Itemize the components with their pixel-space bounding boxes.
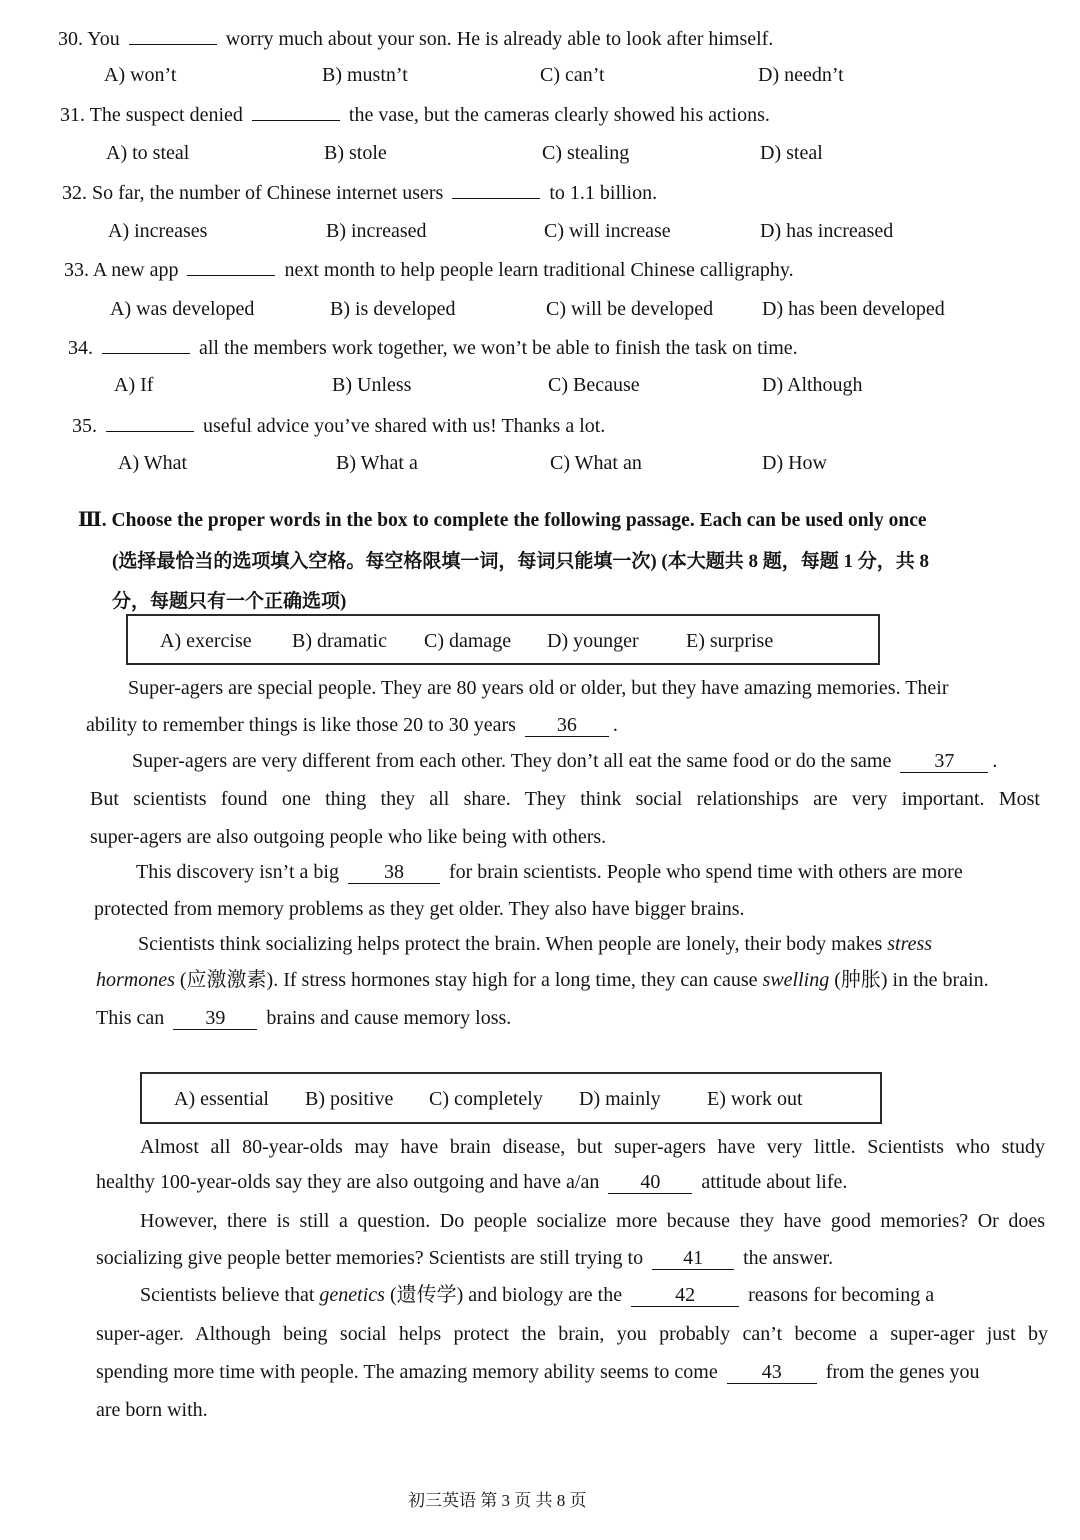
passage-text: However, there is still a question. Do people socialize more because they have good memories? Or does (140, 1210, 1045, 1232)
question-number: 35. (72, 415, 97, 437)
passage-text: ability to remember things is like those 20 to 30 years (86, 714, 516, 736)
word-option[interactable]: A) essential (174, 1088, 269, 1110)
question-number: 31. (60, 104, 85, 126)
option-b[interactable]: B) mustn’t (322, 64, 408, 86)
word-option[interactable]: D) mainly (579, 1088, 661, 1110)
question-31 (60, 102, 770, 127)
option-b[interactable]: B) What a (336, 452, 418, 474)
passage-text: Scientists think socializing helps protect the brain. When people are lonely, their body makes (138, 933, 883, 955)
question-text: next month to help people learn traditional Chinese calligraphy. (284, 259, 794, 281)
word-option[interactable]: B) dramatic (292, 630, 387, 652)
answer-blank[interactable] (252, 102, 340, 121)
passage-line (96, 1360, 980, 1384)
question-text: all the members work together, we won’t be able to finish the task on time. (199, 337, 798, 359)
word-option[interactable]: A) exercise (160, 630, 252, 652)
passage-line (136, 860, 963, 884)
passage-line (96, 1246, 833, 1270)
question-34 (68, 335, 798, 360)
option-b[interactable]: B) Unless (332, 374, 412, 396)
word-box-1 (126, 614, 880, 665)
option-d[interactable]: D) needn’t (758, 64, 844, 86)
answer-blank-40[interactable]: 40 (608, 1171, 692, 1194)
page-footer: 初三英语 第 3 页 共 8 页 (408, 1491, 587, 1510)
option-c[interactable]: C) will be developed (546, 298, 714, 320)
passage-text: reasons for becoming a (748, 1284, 935, 1306)
passage-text: brains and cause memory loss. (266, 1007, 512, 1029)
option-d[interactable]: D) steal (760, 142, 823, 164)
question-text: the vase, but the cameras clearly showed his actions. (348, 104, 770, 126)
option-c[interactable]: C) can’t (540, 64, 605, 86)
italic-term: genetics (319, 1284, 385, 1306)
question-number: 33. (64, 259, 89, 281)
option-a[interactable]: A) won’t (104, 64, 177, 86)
answer-blank-42[interactable]: 42 (631, 1284, 739, 1307)
passage-text: attitude about life. (701, 1171, 848, 1193)
question-30 (58, 26, 773, 51)
section-heading (78, 509, 927, 533)
answer-blank-38[interactable]: 38 (348, 861, 440, 884)
passage-text: protected from memory problems as they get older. They also have bigger brains. (94, 898, 745, 920)
answer-blank-43[interactable]: 43 (727, 1361, 817, 1384)
passage-line (132, 749, 997, 773)
question-number: 34. (68, 337, 93, 359)
passage-text: . (992, 750, 998, 772)
option-c[interactable]: C) stealing (542, 142, 630, 164)
word-option[interactable]: E) surprise (686, 630, 774, 652)
answer-blank[interactable] (187, 257, 275, 276)
italic-term: stress (887, 933, 933, 955)
passage-text: But scientists found one thing they all share. They think social relationships are very important. Most (90, 788, 1040, 810)
section-instruction: Choose the proper words in the box to complete the following passage. Each can be used only once (111, 510, 927, 531)
section-instruction-cn: (选择最恰当的选项填入空格。每空格限填一词，每词只能填一次) (本大题共 8 题，每题 1 分，共 8 (112, 551, 929, 572)
passage-line (86, 713, 618, 737)
passage-line (96, 1170, 847, 1194)
passage-line (96, 1006, 511, 1030)
answer-blank[interactable] (102, 335, 190, 354)
word-option[interactable]: D) younger (547, 630, 639, 652)
word-option[interactable]: E) work out (707, 1088, 803, 1110)
answer-blank-39[interactable]: 39 (173, 1007, 257, 1030)
word-box-2 (140, 1072, 882, 1124)
passage-text: are born with. (96, 1399, 208, 1421)
option-a[interactable]: A) increases (108, 220, 208, 242)
answer-blank-41[interactable]: 41 (652, 1247, 734, 1270)
question-number: 30. (58, 28, 83, 50)
italic-term: swelling (762, 969, 830, 991)
option-c[interactable]: C) Because (548, 374, 640, 396)
option-d[interactable]: D) How (762, 452, 827, 474)
option-a[interactable]: A) was developed (110, 298, 255, 320)
question-text: to 1.1 billion. (549, 182, 658, 204)
passage-line (140, 1283, 934, 1307)
option-d[interactable]: D) has increased (760, 220, 894, 242)
passage-text: Super-agers are very different from each other. They don’t all eat the same food or do the same (132, 750, 892, 772)
word-option[interactable]: C) damage (424, 630, 512, 652)
question-text: useful advice you’ve shared with us! Thanks a lot. (203, 415, 606, 437)
passage-text: socializing give people better memories? Scientists are still trying to (96, 1247, 644, 1269)
question-33 (64, 257, 794, 282)
passage-text: This can (96, 1007, 165, 1029)
passage-text: healthy 100-year-olds say they are also outgoing and have a/an (96, 1171, 600, 1193)
option-b[interactable]: B) increased (326, 220, 427, 242)
option-d[interactable]: D) Although (762, 374, 863, 396)
word-option[interactable]: C) completely (429, 1088, 543, 1110)
section-instruction-cn-2: 分，每题只有一个正确选项) (112, 591, 347, 612)
option-b[interactable]: B) is developed (330, 298, 456, 320)
passage-text: super-agers are also outgoing people who like being with others. (90, 826, 607, 848)
question-text: A new app (92, 259, 179, 281)
passage-line (96, 968, 989, 992)
option-d[interactable]: D) has been developed (762, 298, 945, 320)
answer-blank[interactable] (106, 413, 194, 432)
option-b[interactable]: B) stole (324, 142, 387, 164)
answer-blank[interactable] (129, 26, 217, 45)
question-text: worry much about your son. He is already able to look after himself. (225, 28, 774, 50)
question-32 (62, 180, 657, 205)
question-text: The suspect denied (89, 104, 243, 126)
passage-text: . (612, 714, 618, 736)
answer-blank-37[interactable]: 37 (900, 750, 988, 773)
passage-text: super-ager. Although being social helps protect the brain, you probably can’t become a super-ager just by (96, 1323, 1048, 1345)
answer-blank-36[interactable]: 36 (525, 714, 609, 737)
word-option[interactable]: B) positive (305, 1088, 394, 1110)
passage-text: for brain scientists. People who spend time with others are more (448, 861, 963, 883)
option-a[interactable]: A) What (118, 452, 188, 474)
passage-text: (应激激素). If stress hormones stay high for a long time, they can cause (179, 969, 758, 991)
passage-text: (遗传学) and biology are the (389, 1284, 623, 1306)
question-text: So far, the number of Chinese internet users (92, 182, 444, 204)
option-c[interactable]: C) will increase (544, 220, 671, 242)
passage-text: from the genes you (825, 1361, 980, 1383)
answer-blank[interactable] (452, 180, 540, 199)
italic-term: hormones (96, 969, 175, 991)
question-text: You (87, 28, 120, 50)
passage-line (138, 932, 932, 956)
passage-text: spending more time with people. The amazing memory ability seems to come (96, 1361, 718, 1383)
section-numeral: Ⅲ. (78, 510, 107, 531)
passage-text: Super-agers are special people. They are 80 years old or older, but they have amazing memories. Their (128, 677, 949, 699)
option-a[interactable]: A) to steal (106, 142, 190, 164)
question-35 (72, 413, 605, 438)
question-number: 32. (62, 182, 87, 204)
option-a[interactable]: A) If (114, 374, 154, 396)
passage-text: (肿胀) in the brain. (834, 969, 989, 991)
passage-text: Almost all 80-year-olds may have brain disease, but super-agers have very little. Scientists who study (140, 1136, 1045, 1158)
passage-text: Scientists believe that (140, 1284, 315, 1306)
option-c[interactable]: C) What an (550, 452, 642, 474)
passage-text: the answer. (743, 1247, 834, 1269)
passage-text: This discovery isn’t a big (136, 861, 339, 883)
